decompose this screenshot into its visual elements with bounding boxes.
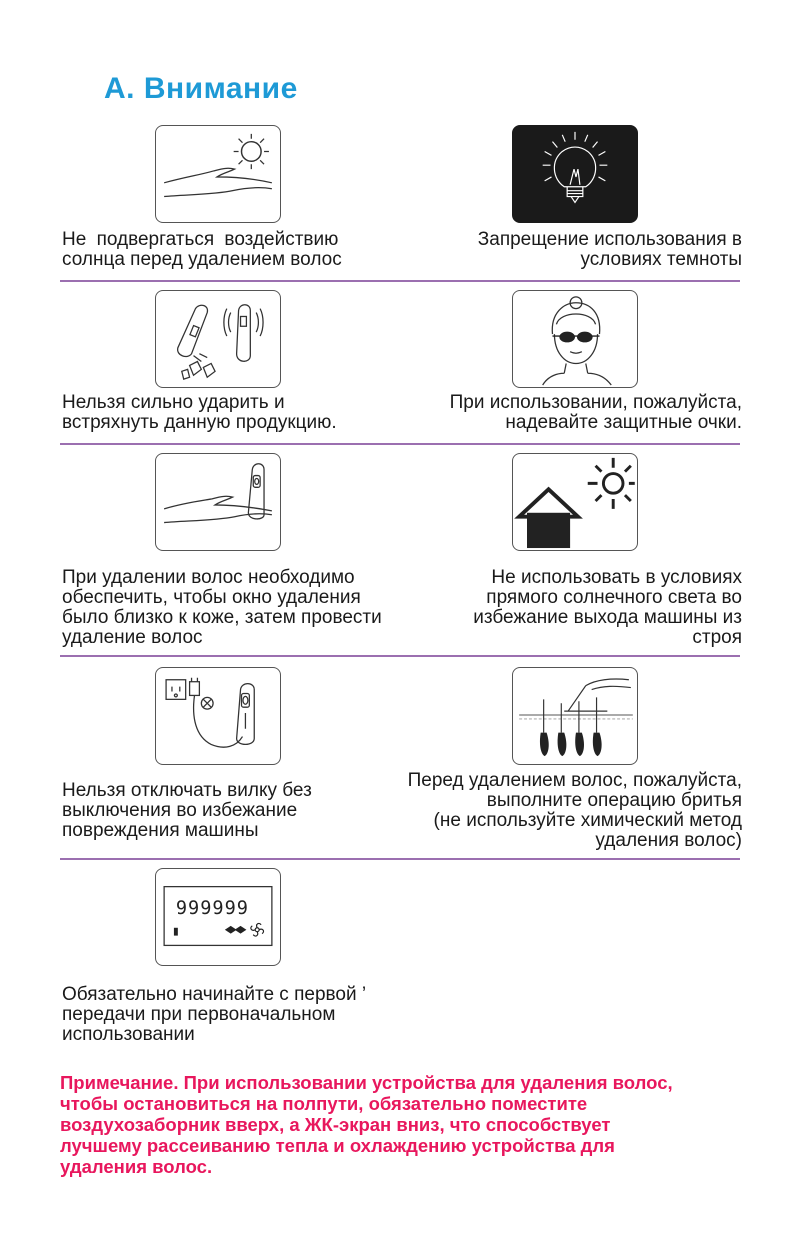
lcd-display-icon	[155, 868, 281, 966]
caption-sun-exposure: Не подвергаться воздействию солнца перед удалением волос	[62, 229, 342, 270]
note-text: Примечание. При использовании устройства для удаления волос, чтобы остановиться на полпути, обязательно поместите воздухозаборник вверх, а ЖК-экран вниз, что способствует лучшему рассеиванию тепла и охлаждению устройства для удаления волос.	[60, 1072, 673, 1177]
section-title: A. Внимание	[104, 72, 298, 105]
device-drop-icon	[155, 290, 281, 388]
caption-darkness: Запрещение использования в условиях темноты	[477, 229, 742, 270]
caption-skin-contact: При удалении волос необходимо обеспечить, чтобы окно удаления было близко к коже, затем провести удаление волос	[62, 567, 382, 648]
device-skin-contact-icon	[155, 453, 281, 551]
goggles-face-icon	[512, 290, 638, 388]
divider	[60, 655, 740, 657]
lcd-readout: 999999	[175, 898, 249, 920]
house-sun-icon	[512, 453, 638, 551]
caption-direct-sunlight: Не использовать в условиях прямого солнечного света во избежание выхода машины из строя	[473, 567, 742, 648]
divider	[60, 280, 740, 282]
shaving-icon	[512, 667, 638, 765]
light-bulb-icon	[512, 125, 638, 223]
hand-sun-icon	[155, 125, 281, 223]
caption-shock: Нельзя сильно ударить и встряхнуть данную продукцию.	[62, 392, 337, 433]
divider	[60, 443, 740, 445]
caption-shaving: Перед удалением волос, пожалуйста, выполните операцию бритья (не используйте химический метод удаления волос)	[407, 770, 742, 851]
caption-unplug: Нельзя отключать вилку без выключения во избежание повреждения машины	[62, 780, 312, 841]
unplug-warning-icon	[155, 667, 281, 765]
caption-first-level: Обязательно начинайте с первой ’ передачи при первоначальном использовании	[62, 984, 367, 1045]
divider	[60, 858, 740, 860]
caption-goggles: При использовании, пожалуйста, надевайте защитные очки.	[449, 392, 742, 433]
